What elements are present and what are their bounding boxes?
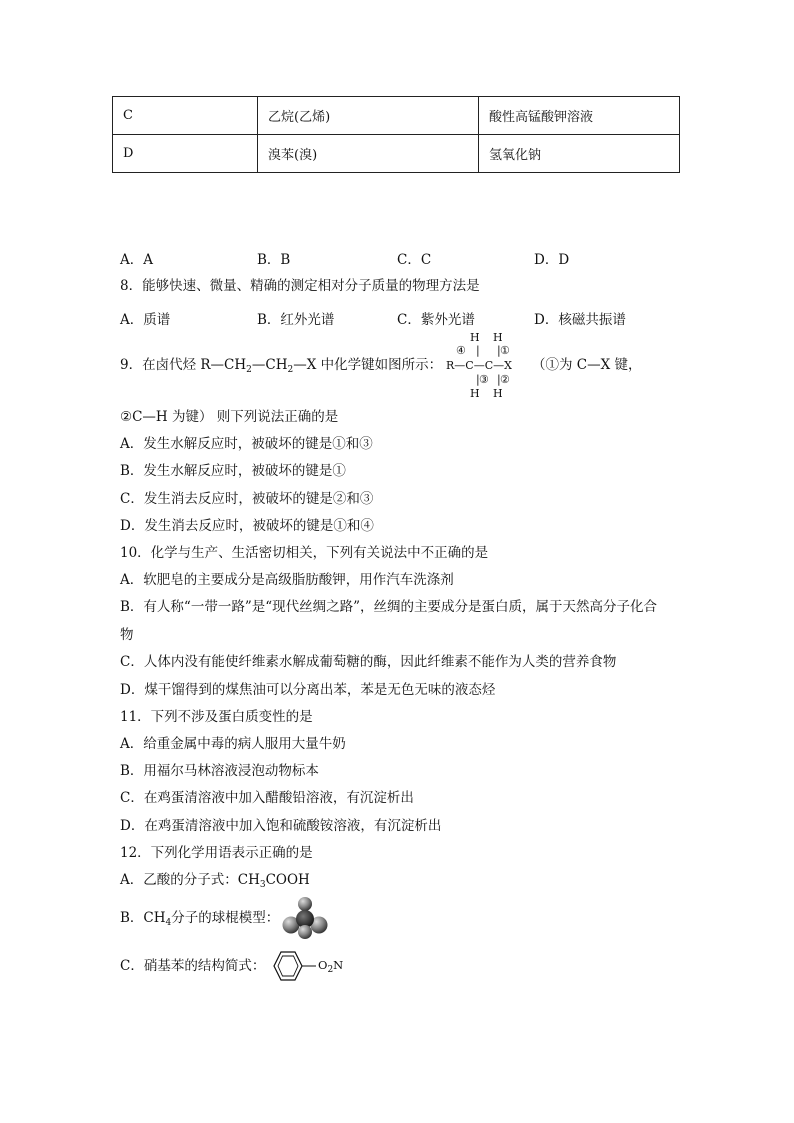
- subscript: 2: [327, 965, 334, 975]
- subscript: 3: [259, 880, 266, 890]
- q9-stem-end: （①为 C—X 键，: [532, 357, 642, 373]
- struct-h: H: [493, 331, 503, 344]
- option-a: A．质谱: [120, 312, 171, 328]
- q10-option-b: B．有人称“一带一路”是“现代丝绸之路”，丝绸的主要成分是蛋白质，属于天然高分子化合: [120, 599, 658, 615]
- subscript: 4: [165, 918, 172, 928]
- struct-h: H: [493, 387, 503, 400]
- q12-option-b: [120, 912, 279, 928]
- subscript: 2: [246, 365, 252, 375]
- struct-h: H: [470, 387, 480, 400]
- option-d: D．D: [534, 252, 570, 268]
- q9-stem: [120, 359, 442, 375]
- struct-num: ②: [500, 373, 510, 386]
- option-c: C．紫外光谱: [397, 312, 475, 328]
- q9-option-d: D．发生消去反应时，被破坏的键是①和④: [120, 518, 374, 534]
- struct-bond: |: [476, 344, 480, 357]
- q9-stem-cont: ②C—H 为键） 则下列说法正确的是: [120, 409, 339, 425]
- table-row: [113, 135, 680, 173]
- q9-option-c: C．发生消去反应时，被破坏的键是②和③: [120, 491, 374, 507]
- q9-stem-part: —CH: [251, 357, 288, 373]
- q10-stem: 10．化学与生产、生活密切相关，下列有关说法中不正确的是: [120, 545, 489, 561]
- struct-num: ④: [456, 344, 466, 357]
- options-table: [112, 96, 680, 173]
- q8-stem: 8．能够快速、微量、精确的测定相对分子质量的物理方法是: [120, 278, 480, 294]
- haloalkane-structure: [440, 332, 530, 402]
- nitro-group-label: [318, 960, 343, 975]
- option-d: D．核磁共振谱: [534, 312, 626, 328]
- q9-option-b: B．发生水解反应时，被破坏的键是①: [120, 463, 346, 479]
- table-cell-label: C: [113, 97, 258, 135]
- table-cell-substance: 溴苯(溴): [258, 135, 479, 173]
- q11-option-a: A．给重金属中毒的病人服用大量牛奶: [120, 736, 346, 752]
- table-cell-reagent: 酸性高锰酸钾溶液: [479, 97, 680, 135]
- table-cell-substance: 乙烷(乙烯): [258, 97, 479, 135]
- struct-h: H: [470, 331, 480, 344]
- q12-option-b-text: B．CH: [120, 910, 166, 926]
- table-cell-label: D: [113, 135, 258, 173]
- option-b: B．红外光谱: [257, 312, 335, 328]
- q12-option-c: C．硝基苯的结构简式：: [120, 958, 266, 974]
- q10-option-a: A．软肥皂的主要成分是高级脂肪酸钾，用作汽车洗涤剂: [120, 572, 454, 588]
- option-b: B．B: [257, 252, 291, 268]
- nitro-group-o: O: [318, 958, 328, 972]
- q10-option-c: C．人体内没有能使纤维素水解成葡萄糖的酶，因此纤维素不能作为人类的营养食物: [120, 654, 617, 670]
- subscript: 2: [287, 365, 294, 375]
- option-c: C．C: [397, 252, 432, 268]
- struct-num: ①: [500, 344, 510, 357]
- struct-chain: R—C—C—X: [446, 359, 512, 372]
- table-cell-reagent: 氢氧化钠: [479, 135, 680, 173]
- struct-bond: |: [497, 373, 501, 386]
- q12-option-a: [120, 874, 310, 890]
- table-row: [113, 97, 680, 135]
- option-a: A．A: [120, 252, 153, 268]
- struct-num: ③: [479, 373, 489, 386]
- struct-bond: |: [497, 344, 501, 357]
- q11-option-c: C．在鸡蛋清溶液中加入醋酸铅溶液，有沉淀析出: [120, 790, 414, 806]
- q11-option-d: D．在鸡蛋清溶液中加入饱和硫酸铵溶液，有沉淀析出: [120, 818, 442, 834]
- q9-option-a: A．发生水解反应时，被破坏的键是①和③: [120, 436, 373, 452]
- q11-stem: 11．下列不涉及蛋白质变性的是: [120, 709, 313, 725]
- benzene-ring-icon: [270, 949, 318, 985]
- q10-option-b-cont: 物: [120, 627, 134, 643]
- q12-option-a-text: A．乙酸的分子式：CH: [120, 872, 260, 888]
- q12-option-b-tail: 分子的球棍模型：: [171, 910, 280, 926]
- struct-bond: |: [476, 373, 480, 386]
- methane-ball-stick-model-icon: [282, 897, 328, 939]
- q12-option-a-tail: COOH: [265, 872, 310, 888]
- q11-option-b: B．用福尔马林溶液浸泡动物标本: [120, 763, 319, 779]
- q10-option-d: D．煤干馏得到的煤焦油可以分离出苯，苯是无色无味的液态烃: [120, 682, 496, 698]
- q12-stem: 12．下列化学用语表示正确的是: [120, 845, 313, 861]
- q9-stem-part: —X 中化学键如图所示：: [293, 357, 443, 373]
- nitro-group-n: N: [333, 958, 344, 972]
- q9-stem-part: 9．在卤代烃 R—CH: [120, 357, 247, 373]
